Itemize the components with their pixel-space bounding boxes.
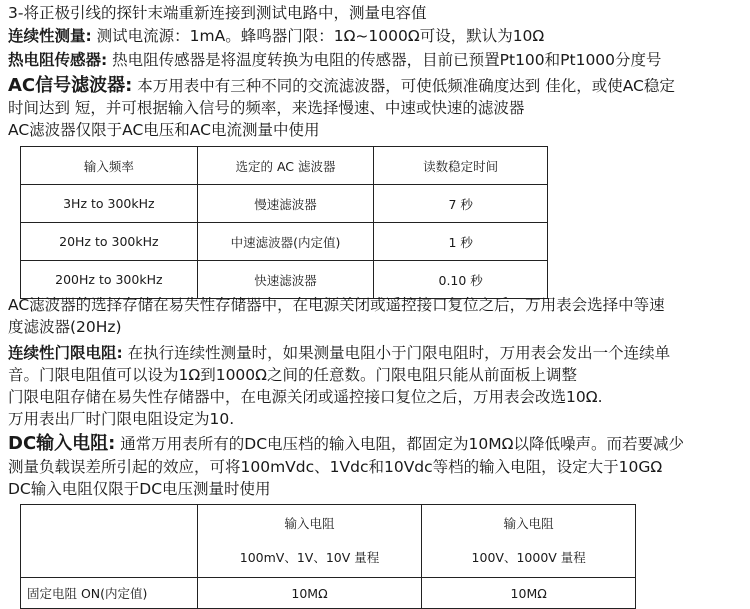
thermal-heading: 热电阻传感器: [8,51,108,69]
table-cell: 200Hz to 300kHz [21,261,198,299]
table-row [21,185,548,223]
ac-store-line2: 度滤波器(20Hz) [8,318,122,336]
table-corner-cell [21,505,198,578]
table-cell: 0.10 秒 [374,261,548,299]
ac-store-line1: AC滤波器的选择存储在易失性存储器中，在电源关闭或遥控接口复位之后，万用表会选择中等速 [8,296,665,314]
continuity-line [8,25,746,47]
ac-filter-text3: AC滤波器仅限于AC电压和AC电流测量中使用 [8,121,320,139]
dc-input-table [20,504,636,609]
table-cell: 7 秒 [374,185,548,223]
table-header-row [21,505,636,578]
table-row [21,261,548,299]
table-cell: 中速滤波器(内定值) [197,223,374,261]
table-header-row [21,147,548,185]
table-cell: 3Hz to 300kHz [21,185,198,223]
header-low-range [197,505,422,578]
continuity-text: 测试电流源：1mA。蜂鸣器门限：1Ω~1000Ω可设，默认为10Ω [96,27,545,45]
header-input-frequency: 输入频率 [21,147,198,185]
ac-filter-heading: AC信号滤波器: [8,75,133,96]
table-cell: 20Hz to 300kHz [21,223,198,261]
text-line-step3: 3-将正极引线的探针末端重新连接到测试电路中，测量电容值 [8,4,427,22]
row-label: 固定电阻 ON(内定值) [21,578,198,609]
table-row [21,578,636,609]
thermal-line [8,49,746,71]
dc-input-line1 [8,433,746,455]
table-cell: 10MΩ [197,578,422,609]
header-settling-time: 读数稳定时间 [374,147,548,185]
dc-input-text3: DC输入电阻仅限于DC电压测量时使用 [8,480,271,498]
dc-input-heading: DC输入电阻: [8,433,116,454]
threshold-text4: 万用表出厂时门限电阻设定为10. [8,410,235,428]
table-cell: 10MΩ [422,578,636,609]
header-range: 100V、1000V 量程 [471,550,586,565]
ac-filter-table [20,146,548,299]
threshold-heading: 连续性门限电阻: [8,344,123,362]
header-range: 100mV、1V、10V 量程 [239,550,380,565]
ac-filter-text1: 本万用表中有三种不同的交流滤波器，可使低频准确度达到 佳化，或使AC稳定 [137,77,675,95]
threshold-text3: 门限电阻存储在易失性存储器中，在电源关闭或遥控接口复位之后，万用表会改选10Ω. [8,388,603,406]
header-ac-filter: 选定的 AC 滤波器 [197,147,374,185]
dc-input-text1: 通常万用表所有的DC电压档的输入电阻，都固定为10MΩ以降低噪声。而若要减少 [120,435,684,453]
ac-filter-line1 [8,75,746,97]
header-title: 输入电阻 [503,516,554,531]
header-high-range [422,505,636,578]
header-title: 输入电阻 [284,516,335,531]
table-cell: 1 秒 [374,223,548,261]
dc-input-text2: 测量负载误差所引起的效应，可将100mVdc、1Vdc和10Vdc等档的输入电阻，设定大于10GΩ [8,458,663,476]
ac-filter-text2: 时间达到 短，并可根据输入信号的频率，来选择慢速、中速或快速的滤波器 [8,99,525,117]
table-row [21,223,548,261]
threshold-text2: 音。门限电阻值可以设为1Ω到1000Ω之间的任意数。门限电阻只能从前面板上调整 [8,366,577,384]
table-cell: 慢速滤波器 [197,185,374,223]
table-cell: 快速滤波器 [197,261,374,299]
threshold-line1 [8,342,746,364]
threshold-text1: 在执行连续性测量时，如果测量电阻小于门限电阻时，万用表会发出一个连续单 [127,344,671,362]
continuity-heading: 连续性测量: [8,27,92,45]
thermal-text: 热电阻传感器是将温度转换为电阻的传感器，目前已预置Pt100和Pt1000分度号 [112,51,662,69]
